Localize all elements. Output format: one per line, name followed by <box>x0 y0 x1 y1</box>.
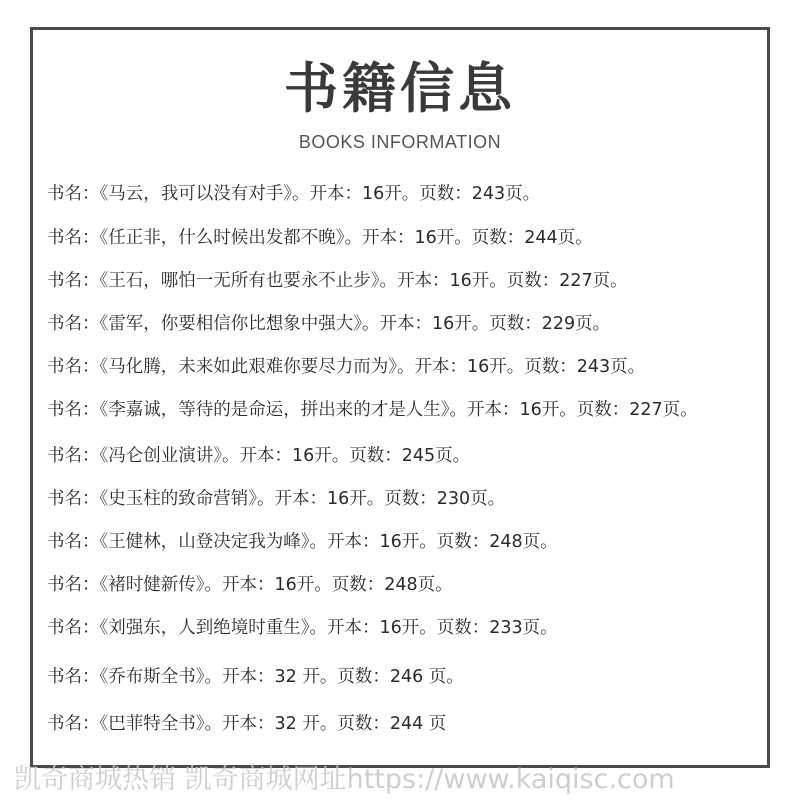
book-row: 书名：《马云，我可以没有对手》。开本：16开。页数：243页。 <box>47 184 541 204</box>
page-subtitle: BOOKS INFORMATION <box>298 132 502 152</box>
book-row: 书名：《任正非，什么时候出发都不晚》。开本：16开。页数：244页。 <box>47 228 593 248</box>
book-row: 书名：《褚时健新传》。开本：16开。页数：248页。 <box>47 575 453 595</box>
book-row: 书名：《马化腾，未来如此艰难你要尽力而为》。开本：16开。页数：243页。 <box>47 357 646 377</box>
book-row: 书名：《刘强东，人到绝境时重生》。开本：16开。页数：233页。 <box>47 618 558 638</box>
book-row: 书名：《史玉柱的致命营销》。开本：16开。页数：230页。 <box>47 489 506 509</box>
book-row: 书名：《乔布斯全书》。开本：32 开。页数：246 页。 <box>47 667 464 687</box>
page-title: 书籍信息 <box>284 57 516 120</box>
book-row: 书名：《雷军，你要相信你比想象中强大》。开本：16开。页数：229页。 <box>47 314 611 334</box>
book-row: 书名：《巴菲特全书》。开本：32 开。页数：244 页 <box>47 714 447 734</box>
book-row: 书名：《王健林，山登决定我为峰》。开本：16开。页数：248页。 <box>47 532 558 552</box>
book-row: 书名：《王石，哪怕一无所有也要永不止步》。开本：16开。页数：227页。 <box>47 271 628 291</box>
watermark-text: 凯奇商城热销 凯奇商城网址https://www.kaiqisc.com <box>14 764 675 795</box>
book-row: 书名：《李嘉诚，等待的是命运，拼出来的才是人生》。开本：16开。页数：227页。 <box>47 400 698 420</box>
book-row: 书名：《冯仑创业演讲》。开本：16开。页数：245页。 <box>47 446 471 466</box>
